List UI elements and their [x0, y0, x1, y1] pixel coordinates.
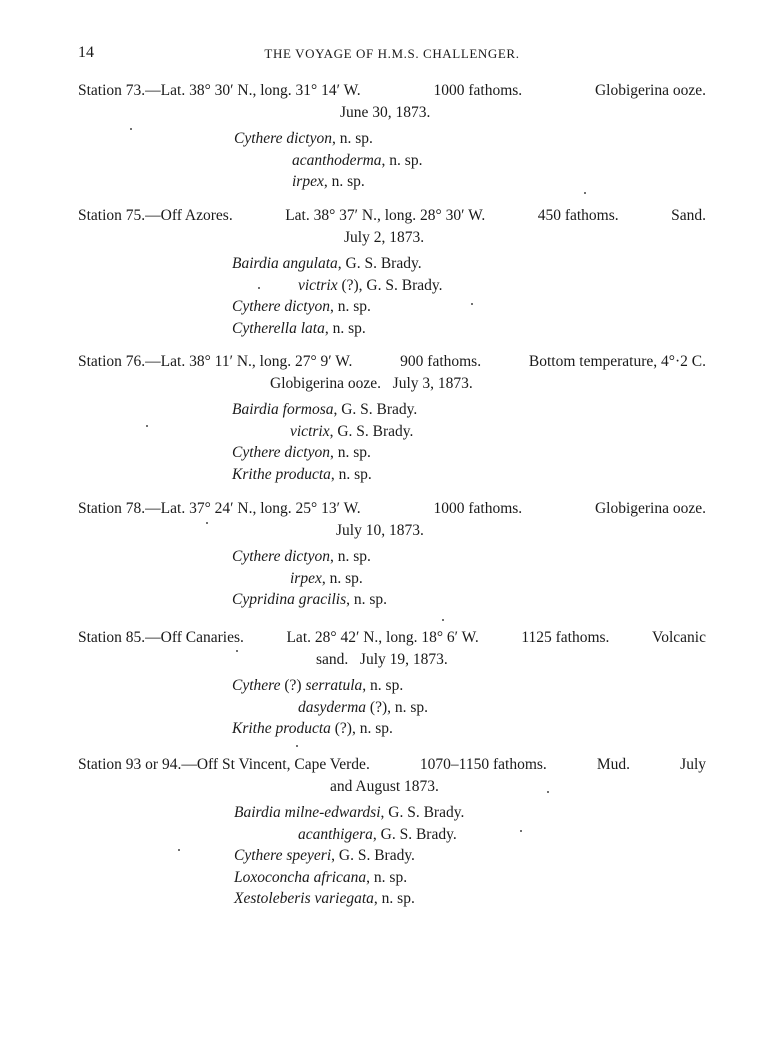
station-93-94-entry [78, 754, 706, 910]
station-depth: 1000 fathoms. [433, 82, 523, 99]
species-entry: Bairdia formosa, G. S. Brady. [232, 401, 418, 418]
station-date: and August 1873. [330, 778, 439, 795]
species-entry: Krithe producta (?), n. sp. [232, 720, 393, 737]
page-number: 14 [78, 44, 94, 61]
station-heading [78, 351, 706, 373]
species-list [78, 128, 706, 193]
station-depth: 1000 fathoms. [433, 500, 523, 517]
scan-speck [584, 192, 586, 194]
species-entry: Bairdia milne-edwardsi, G. S. Brady. [234, 804, 465, 821]
station-85-entry [78, 627, 706, 740]
species-entry: irpex, n. sp. [292, 173, 365, 190]
scan-speck [547, 791, 549, 793]
species-entry: Loxoconcha africana, n. sp. [234, 868, 408, 886]
species-entry: Cythere speyeri, G. S. Brady. [234, 847, 415, 864]
station-date: June 30, 1873. [340, 104, 431, 121]
station-date: July 2, 1873. [344, 229, 425, 246]
species-entry: Cythere dictyon, n. sp. [232, 548, 371, 565]
station-bottom: Globigerina ooze. [594, 82, 706, 99]
species-entry: Cypridina gracilis, n. sp. [232, 591, 388, 608]
species-list [78, 399, 706, 485]
station-bottom: Globigerina ooze. [594, 500, 706, 517]
station-bottom: Sand. [671, 207, 706, 224]
species-entry: victrix (?), G. S. Brady. [298, 276, 443, 294]
species-entry: acanthigera, G. S. Brady. [298, 825, 457, 843]
species-entry: acanthoderma, n. sp. [292, 151, 423, 169]
station-location: Station 93 or 94.—Off St Vincent, Cape Verde. [78, 756, 370, 773]
station-depth: 900 fathoms. [400, 353, 482, 370]
station-date: sand. July 19, 1873. [316, 651, 448, 668]
species-list [78, 675, 706, 740]
page-header [78, 44, 706, 64]
species-entry: dasyderma (?), n. sp. [298, 698, 429, 716]
station-month: July [680, 756, 706, 773]
station-78-entry [78, 498, 706, 611]
station-bottom: Mud. [596, 756, 631, 773]
station-depth: 450 fathoms. [537, 207, 619, 224]
station-temperature: Bottom temperature, 4°·2 C. [528, 353, 706, 370]
running-title: THE VOYAGE OF H.M.S. CHALLENGER. [264, 46, 520, 61]
species-list [78, 802, 706, 910]
station-location: Station 85.—Off Canaries. [78, 629, 244, 646]
scan-speck [442, 619, 444, 621]
scan-speck [296, 745, 298, 747]
species-entry: Cythere dictyon, n. sp. [232, 444, 371, 461]
station-heading [78, 205, 706, 227]
scan-speck [236, 650, 238, 652]
station-location: Station 76.—Lat. 38° 11′ N., long. 27° 9′ W. [78, 353, 353, 370]
species-entry: Xestoleberis variegata, n. sp. [234, 890, 415, 907]
station-location: Station 75.—Off Azores. [78, 207, 233, 224]
station-location: Station 73.—Lat. 38° 30′ N., long. 31° 14′ W. [78, 82, 361, 99]
station-depth: 1125 fathoms. [521, 629, 610, 646]
species-entry: Cythere dictyon, n. sp. [232, 298, 371, 315]
station-date: Globigerina ooze. July 3, 1873. [270, 375, 473, 392]
scan-speck [178, 849, 180, 851]
station-depth: 1070–1150 fathoms. [419, 756, 547, 773]
station-heading [78, 80, 706, 102]
station-75-entry [78, 205, 706, 339]
species-entry: Cythere (?) serratula, n. sp. [232, 677, 404, 694]
scan-speck [206, 522, 208, 524]
species-entry: Cytherella lata, n. sp. [232, 319, 366, 337]
station-heading [78, 754, 706, 776]
species-entry: Cythere dictyon, n. sp. [234, 130, 373, 147]
station-73-entry [78, 80, 706, 193]
station-76-entry [78, 351, 706, 485]
station-coordinates: Lat. 28° 42′ N., long. 18° 6′ W. [286, 629, 479, 646]
species-entry: Krithe producta, n. sp. [232, 465, 372, 483]
species-entry: victrix, G. S. Brady. [290, 422, 414, 440]
species-list [78, 253, 706, 339]
station-bottom: Volcanic [652, 629, 706, 646]
species-entry: Bairdia angulata, G. S. Brady. [232, 255, 422, 272]
species-entry: irpex, n. sp. [290, 569, 363, 587]
scan-speck [471, 303, 473, 305]
station-coordinates: Lat. 38° 37′ N., long. 28° 30′ W. [285, 207, 486, 224]
station-heading [78, 498, 706, 520]
station-date: July 10, 1873. [336, 522, 424, 539]
scan-speck [146, 425, 148, 427]
scan-speck [520, 830, 522, 832]
species-list [78, 546, 706, 611]
scan-speck [258, 287, 260, 289]
station-location: Station 78.—Lat. 37° 24′ N., long. 25° 13′ W. [78, 500, 361, 517]
station-heading [78, 627, 706, 649]
scan-speck [130, 128, 132, 130]
